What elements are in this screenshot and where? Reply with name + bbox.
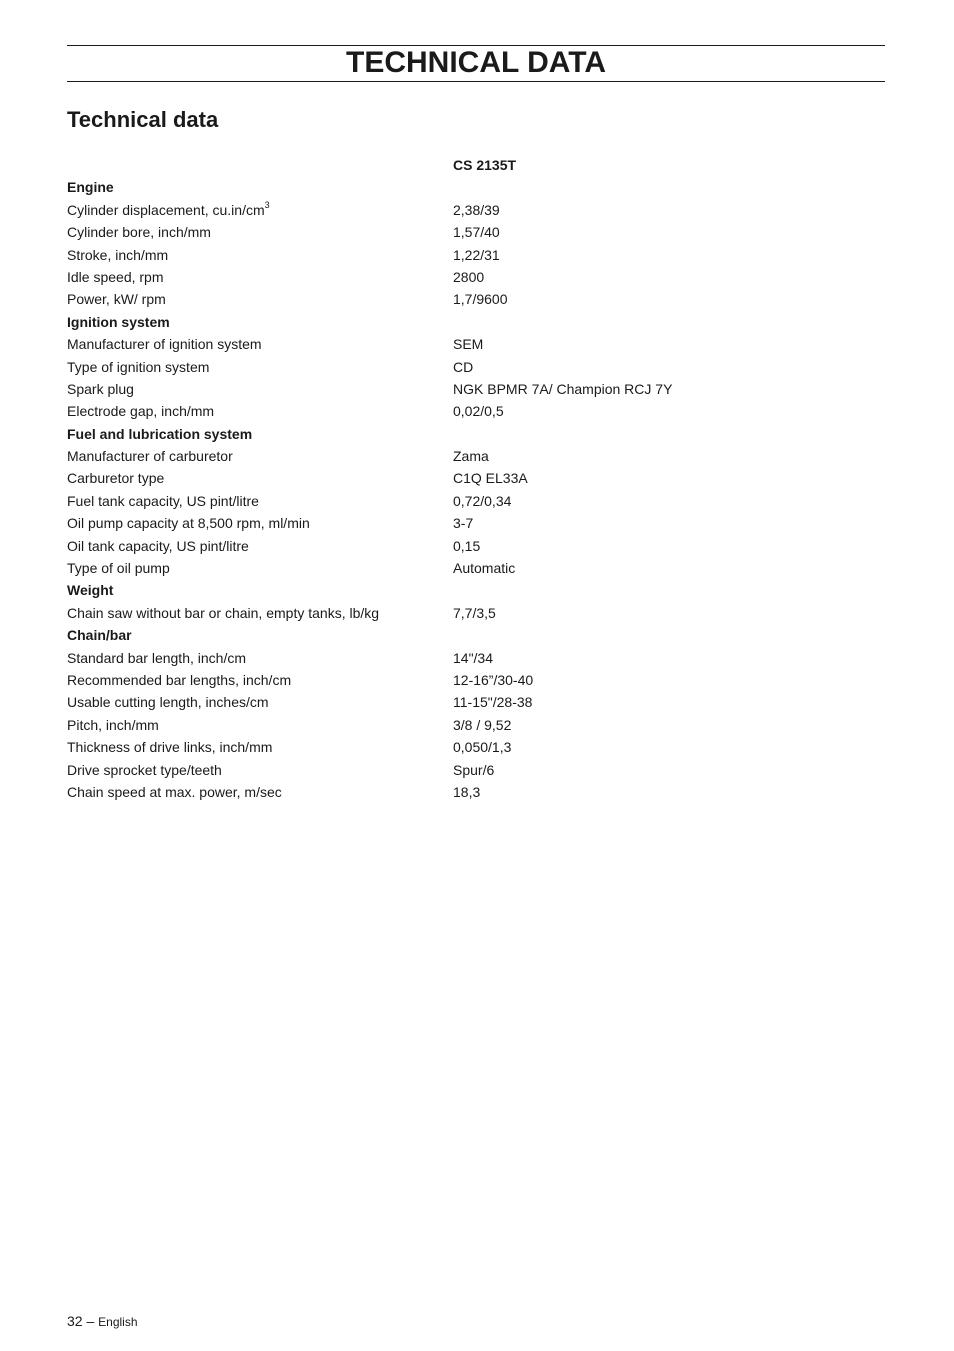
spec-label-text: Oil tank capacity, US pint/litre	[67, 537, 249, 554]
spec-value: 14"/34	[453, 649, 494, 666]
spec-row	[67, 781, 887, 803]
spec-label-text: Type of ignition system	[67, 358, 210, 375]
section-heading-label	[67, 176, 114, 198]
spec-label	[67, 512, 310, 534]
section-title: Technical data	[67, 107, 219, 132]
spec-value: Zama	[453, 448, 489, 465]
spec-label-text: Ignition system	[67, 313, 170, 330]
spec-label	[67, 714, 159, 736]
spec-label	[67, 199, 270, 221]
spec-row	[67, 490, 887, 512]
spec-value: 7,7/3,5	[453, 604, 496, 621]
spec-label-text: Recommended bar lengths, inch/cm	[67, 671, 292, 688]
spec-label	[67, 288, 166, 310]
spec-label-text: Chain saw without bar or chain, empty tanks, lb/kg	[67, 604, 380, 621]
spec-label-text: Chain speed at max. power, m/sec	[67, 783, 282, 800]
spec-label-text: Idle speed, rpm	[67, 268, 164, 285]
spec-label-text: Stroke, inch/mm	[67, 246, 169, 263]
spec-value: NGK BPMR 7A/ Champion RCJ 7Y	[453, 380, 673, 397]
spec-row	[67, 602, 887, 624]
spec-label-text: Engine	[67, 179, 114, 196]
spec-value: 11-15"/28-38	[453, 694, 533, 711]
spec-row	[67, 736, 887, 758]
spec-value: 1,57/40	[453, 224, 500, 241]
spec-label	[67, 736, 272, 758]
spec-label-text: Electrode gap, inch/mm	[67, 403, 215, 420]
spec-row	[67, 714, 887, 736]
spec-label-text: Weight	[67, 582, 114, 599]
spec-value: C1Q EL33A	[453, 470, 528, 487]
spec-value: Spur/6	[453, 761, 495, 778]
spec-row	[67, 400, 887, 422]
spec-row	[67, 445, 887, 467]
spec-label-text: Oil pump capacity at 8,500 rpm, ml/min	[67, 515, 310, 532]
spec-label	[67, 244, 168, 266]
spec-label	[67, 445, 233, 467]
spec-label	[67, 781, 282, 803]
spec-label	[67, 266, 164, 288]
spec-value: 2,38/39	[453, 201, 500, 218]
spec-rows	[67, 176, 887, 803]
spec-row	[67, 221, 887, 243]
spec-label	[67, 467, 164, 489]
spec-label	[67, 602, 379, 624]
spec-row	[67, 691, 887, 713]
spec-label-text: Spark plug	[67, 380, 134, 397]
spec-label-text: Carburetor type	[67, 470, 165, 487]
spec-label	[67, 557, 170, 579]
page-banner: TECHNICAL DATA	[346, 46, 606, 79]
spec-row	[67, 288, 887, 310]
spec-value: 0,02/0,5	[453, 403, 504, 420]
spec-label	[67, 490, 259, 512]
spec-row	[67, 759, 887, 781]
spec-label-text: Pitch, inch/mm	[67, 716, 159, 733]
spec-value: 18,3	[453, 783, 481, 800]
spec-label-text: Drive sprocket type/teeth	[67, 761, 222, 778]
spec-row	[67, 512, 887, 534]
spec-label-text: Power, kW/ rpm	[67, 291, 166, 308]
spec-row	[67, 378, 887, 400]
section-heading-label	[67, 311, 170, 333]
section-heading-label	[67, 423, 252, 445]
section-heading-label	[67, 624, 132, 646]
spec-label	[67, 535, 249, 557]
spec-label-text: Usable cutting length, inches/cm	[67, 694, 269, 711]
spec-value: 12-16”/30-40	[453, 671, 534, 688]
spec-label-text: Fuel and lubrication system	[67, 425, 253, 442]
spec-label	[67, 691, 269, 713]
spec-row	[67, 356, 887, 378]
spec-value: 0,15	[453, 537, 481, 554]
spec-label-text: Type of oil pump	[67, 560, 170, 577]
spec-label-text: Chain/bar	[67, 627, 132, 644]
spec-label	[67, 759, 222, 781]
spec-value: 0,050/1,3	[453, 739, 512, 756]
spec-value: 1,7/9600	[453, 291, 508, 308]
spec-label-text: Manufacturer of ignition system	[67, 336, 262, 353]
spec-label-text: Cylinder displacement, cu.in/cm	[67, 201, 265, 218]
language-label: English	[98, 1315, 138, 1329]
spec-row	[67, 669, 887, 691]
spec-row	[67, 467, 887, 489]
spec-value: 0,72/0,34	[453, 492, 512, 509]
spec-section-heading	[67, 311, 887, 333]
spec-section-heading	[67, 579, 887, 601]
page-number: 32 –	[67, 1313, 95, 1329]
spec-value: CD	[453, 358, 474, 375]
section-heading-label	[67, 579, 113, 601]
spec-label-superscript: 3	[264, 200, 270, 211]
spec-label-text: Cylinder bore, inch/mm	[67, 224, 211, 241]
spec-row	[67, 199, 887, 221]
spec-row	[67, 557, 887, 579]
spec-value: 3-7	[453, 515, 474, 532]
spec-row	[67, 647, 887, 669]
spec-section-heading	[67, 176, 887, 198]
spec-value: 2800	[453, 268, 485, 285]
model-name: CS 2135T	[453, 157, 517, 173]
spec-row	[67, 535, 887, 557]
spec-label-text: Thickness of drive links, inch/mm	[67, 739, 273, 756]
spec-section-heading	[67, 624, 887, 646]
header-rule-bottom	[67, 81, 885, 82]
spec-label	[67, 400, 214, 422]
spec-value: 1,22/31	[453, 246, 500, 263]
spec-row	[67, 244, 887, 266]
spec-label	[67, 356, 209, 378]
spec-value: 3/8 / 9,52	[453, 716, 512, 733]
spec-label	[67, 221, 211, 243]
model-header-row	[67, 154, 887, 176]
spec-value: Automatic	[453, 560, 516, 577]
page-footer	[67, 1311, 138, 1332]
spec-label	[67, 333, 262, 355]
spec-value: SEM	[453, 336, 484, 353]
spec-table	[67, 154, 887, 803]
spec-section-heading	[67, 423, 887, 445]
spec-label-text: Standard bar length, inch/cm	[67, 649, 246, 666]
spec-label-text: Manufacturer of carburetor	[67, 448, 233, 465]
spec-row	[67, 266, 887, 288]
spec-label	[67, 378, 134, 400]
spec-label-text: Fuel tank capacity, US pint/litre	[67, 492, 259, 509]
spec-label	[67, 669, 291, 691]
spec-row	[67, 333, 887, 355]
spec-label	[67, 647, 246, 669]
